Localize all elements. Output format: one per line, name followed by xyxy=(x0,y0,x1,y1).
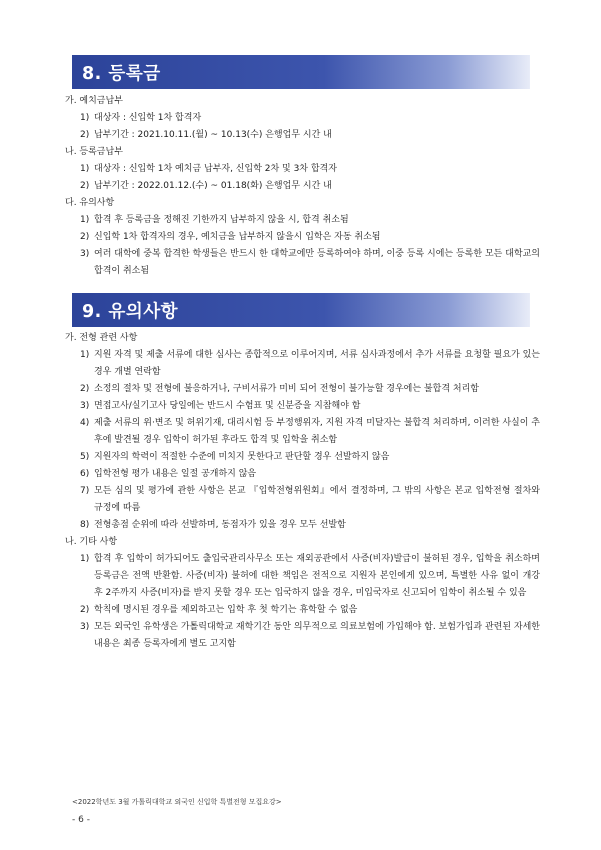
item-text: 합격 후 입학이 허가되어도 출입국관리사무소 또는 재외공관에서 사증(비자)발급이 불허된 경우, 입학을 취소하며 등록금은 전액 반환함. 사증(비자) 불허에 대한 책임은 전적으로 지원자 본인에게 있으며, 특별한 사유 없이 개강 후 2주까지 사증(비자)를 받지 못할 경우 또는 입국하지 않을 경우, 미입국자로 신고되어 입학이 취소될 수 있음 xyxy=(94,554,540,598)
item-text: 모든 외국인 유학생은 가톨릭대학교 재학기간 동안 의무적으로 의료보험에 가입해야 함. 보험가입과 관련된 자세한 내용은 최종 등록자에게 별도 고지함 xyxy=(94,622,540,649)
list-item xyxy=(65,229,540,246)
item-text: 입학전형 평가 내용은 일절 공개하지 않음 xyxy=(94,469,257,479)
item-number: 2) xyxy=(80,605,90,615)
item-text: 대상자 : 신입학 1차 예치금 납부자, 신입학 2차 및 3차 합격자 xyxy=(94,164,337,174)
list-item xyxy=(65,381,540,398)
section-9-header xyxy=(72,293,530,327)
item-text: 신입학 1차 합격자의 경우, 예치금을 납부하지 않을시 입학은 자동 취소됨 xyxy=(94,232,381,242)
list-item xyxy=(65,619,540,653)
subsection-label: 다. 유의사항 xyxy=(65,198,115,208)
item-number: 2) xyxy=(80,384,90,394)
section-8-title: 8. 등록금 xyxy=(82,63,161,84)
list-item xyxy=(65,449,540,466)
list-item xyxy=(65,398,540,415)
list-item xyxy=(65,127,540,144)
item-number: 7) xyxy=(80,486,90,496)
item-number: 5) xyxy=(80,452,90,462)
section-9-title: 9. 유의사항 xyxy=(82,301,179,322)
item-number: 2) xyxy=(80,130,90,140)
item-number: 1) xyxy=(80,554,90,564)
item-text: 지원자의 학력이 적절한 수준에 미치지 못한다고 판단할 경우 선발하지 않음 xyxy=(94,452,390,462)
item-text: 납부기간 : 2022.01.12.(수) ~ 01.18(화) 은행업무 시간 내 xyxy=(94,181,332,191)
page-number: - 6 - xyxy=(72,815,90,825)
list-item xyxy=(65,178,540,195)
item-text: 전형총점 순위에 따라 선발하며, 동점자가 있을 경우 모두 선발함 xyxy=(94,520,346,530)
list-item xyxy=(65,517,540,534)
subsection-label: 가. 예치금납부 xyxy=(65,96,123,106)
item-number: 6) xyxy=(80,469,90,479)
list-item xyxy=(65,483,540,517)
list-item xyxy=(65,466,540,483)
subsection-label: 가. 전형 관련 사항 xyxy=(65,333,138,343)
item-text: 제출 서류의 위·변조 및 허위기재, 대리시험 등 부정행위자, 지원 자격 미달자는 불합격 처리하며, 이러한 사실이 추후에 발견될 경우 입학이 허가된 후라도 합격 및 입학을 취소함 xyxy=(94,418,540,445)
subsection-label: 나. 등록금납부 xyxy=(65,147,123,157)
item-number: 2) xyxy=(80,181,90,191)
item-text: 면접고사/실기고사 당일에는 반드시 수험표 및 신분증을 지참해야 함 xyxy=(94,401,361,411)
item-number: 1) xyxy=(80,113,90,123)
list-item xyxy=(65,246,540,280)
section-8-body xyxy=(65,93,540,280)
item-text: 대상자 : 신입학 1차 합격자 xyxy=(94,113,202,123)
item-number: 1) xyxy=(80,164,90,174)
item-text: 모든 심의 및 평가에 관한 사항은 본교 『입학전형위원회』에서 결정하며, 그 밖의 사항은 본교 입학전형 절차와 규정에 따름 xyxy=(94,486,540,513)
item-number: 3) xyxy=(80,401,90,411)
item-number: 2) xyxy=(80,232,90,242)
item-text: 납부기간 : 2021.10.11.(월) ~ 10.13(수) 은행업무 시간 내 xyxy=(94,130,332,140)
item-number: 4) xyxy=(80,418,90,428)
list-item xyxy=(65,347,540,381)
list-item xyxy=(65,110,540,127)
list-item xyxy=(65,161,540,178)
item-text: 합격 후 등록금을 정해진 기한까지 납부하지 않을 시, 합격 취소됨 xyxy=(94,215,349,225)
item-number: 3) xyxy=(80,249,90,259)
item-number: 1) xyxy=(80,215,90,225)
list-item xyxy=(65,415,540,449)
subsection-label: 나. 기타 사항 xyxy=(65,537,118,547)
list-item xyxy=(65,212,540,229)
item-number: 1) xyxy=(80,350,90,360)
item-text: 학칙에 명시된 경우를 제외하고는 입학 후 첫 학기는 휴학할 수 없음 xyxy=(94,605,358,615)
item-text: 여러 대학에 중복 합격한 학생들은 반드시 한 대학교에만 등록하여야 하며, 이중 등록 시에는 등록한 모든 대학교의 합격이 취소됨 xyxy=(94,249,540,276)
list-item xyxy=(65,602,540,619)
item-text: 지원 자격 및 제출 서류에 대한 심사는 종합적으로 이루어지며, 서류 심사과정에서 추가 서류를 요청할 필요가 있는 경우 개별 연락함 xyxy=(94,350,540,377)
section-8-header xyxy=(72,55,530,89)
item-number: 3) xyxy=(80,622,90,632)
list-item xyxy=(65,551,540,602)
section-9-body xyxy=(65,330,540,653)
document-footer-note: <2022학년도 3월 가톨릭대학교 외국인 신입학 특별전형 모집요강> xyxy=(72,798,282,806)
item-text: 소정의 절차 및 전형에 불응하거나, 구비서류가 미비 되어 전형이 불가능할 경우에는 불합격 처리함 xyxy=(94,384,479,394)
item-number: 8) xyxy=(80,520,90,530)
